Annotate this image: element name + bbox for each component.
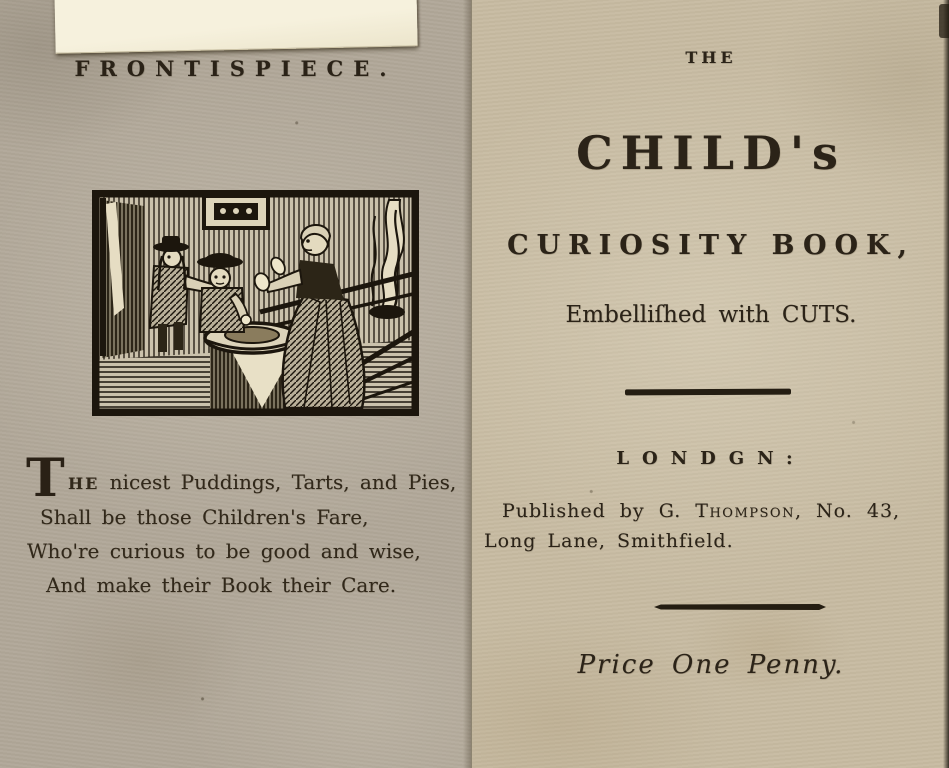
verse-line-1: HE nicest Puddings, Tarts, and Pies, [68,470,457,494]
title-pretitle: THE [685,48,737,67]
title-rule-bottom [654,604,826,610]
frontispiece-heading: FRONTISPIECE. [74,56,397,81]
verse-line-3: Who're curious to be good and wise, [27,539,421,563]
woodcut-door [100,198,144,358]
verse-line-2: Shall be those Children's Fare, [40,505,369,529]
publisher-name: Thompson [695,500,795,522]
price-line: Price One Penny. [577,650,845,680]
book-title-line2: CURIOSITY BOOK, [507,230,915,261]
frontispiece-page [0,0,471,768]
title-rule-top [625,389,791,396]
paper-bookmark-tab [54,0,417,54]
frontispiece-verse [24,448,460,602]
frontispiece-woodcut [92,190,419,416]
verse-dropcap: T [26,448,65,509]
book-title: CHILD's [576,126,846,180]
book-edge-mark [939,4,949,38]
book-edge-shadow [943,0,949,768]
imprint-block [484,500,932,552]
imprint-city: LONDGN: [616,448,806,469]
woodcut-wall-sign [204,196,268,228]
verse-line-4: And make their Book their Care. [46,573,397,597]
title-tagline: Embelliſhed with CUTS. [565,302,857,328]
imprint-line-2: Long Lane, Smithfield. [484,530,734,552]
title-page [471,0,949,768]
imprint-line-1: Published by G. Thompson, No. 43, [502,500,901,522]
